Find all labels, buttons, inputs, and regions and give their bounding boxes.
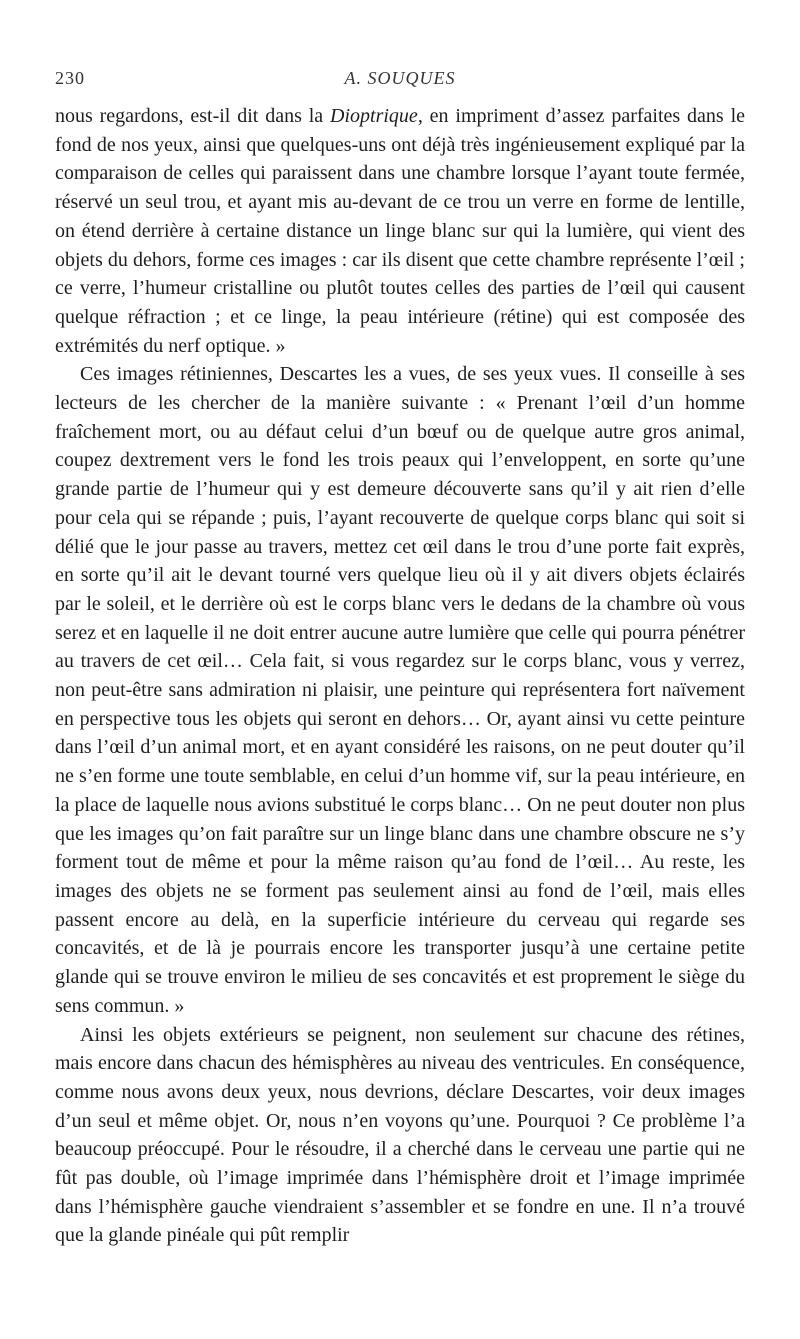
paragraph-1-start: nous regardons, est-il dit dans la	[55, 105, 331, 127]
paragraph-3: Ainsi les objets extérieurs se peignent, non seulement sur chacune des rétines, mais encore dans chacun des hémisphères au niveau des ventricules. En conséquence, comme nous avons deux yeux, nous devrions, déclare Descartes, voir deux images d’un seul et même objet. Or, nous n’en voyons qu’une. Pourquoi ? Ce problème l’a beaucoup préoccupé. Pour le résoudre, il a cherché dans le cerveau une partie qui ne fût pas double, où l’image imprimée dans l’hémisphère droit et l’image imprimée dans l’hémisphère gauche viendraient s’assembler et se fondre en une. Il n’a trouvé que la glande pinéale qui pût remplir	[55, 1023, 745, 1247]
page-header	[55, 68, 745, 94]
body-text	[55, 102, 745, 1250]
paragraph-1-rest: , en impriment d’assez parfaites dans le fond de nos yeux, ainsi que quelques-uns ont déjà très ingénieusement expliqué par la comparaison de celles qui paraissent dans une chambre lorsque l’ayant toute fermée, réservé un seul trou, et ayant mis au-devant de ce trou un verre en forme de lentille, on étend derrière à certaine distance un linge blanc sur qui la lumière, qui vient des objets du dehors, forme ces images : car ils disent que cette chambre représente l’œil ; ce verre, l’humeur cristalline ou plutôt toutes celles des parties de l’œil qui causent quelque réfraction ; et ce linge, la peau intérieure (rétine) qui est composée des extrémités du nerf optique. »	[55, 105, 745, 357]
running-head: A. SOUQUES	[344, 68, 456, 88]
dioptrique-title: Dioptrique	[330, 105, 418, 127]
paragraph-1	[55, 102, 745, 360]
paragraph-2: Ces images rétiniennes, Descartes les a vues, de ses yeux vues. Il conseille à ses lecteurs de les chercher de la manière suivante : « Prenant l’œil d’un homme fraîchement mort, ou au défaut celui d’un bœuf ou de quelque autre gros animal, coupez dextrement vers le fond les trois peaux qui l’enveloppent, en sorte qu’une grande partie de l’humeur qui y est demeure découverte sans qu’il y ait rien d’elle pour cela qui se répande ; puis, l’ayant recouverte de quelque corps blanc qui soit si délié que le jour passe au travers, mettez cet œil dans le trou d’une porte fait exprès, en sorte qu’il ait le devant tourné vers quelque lieu où il y ait divers objets éclairés par le soleil, et le derrière où est le corps blanc vers le dedans de la chambre où vous serez et en laquelle il ne doit entrer aucune autre lumière que celle qui pourra pénétrer au travers de cet œil… Cela fait, si vous regardez sur le corps blanc, vous y verrez, non peut-être sans admiration ni plaisir, une peinture qui représentera fort naïvement en perspective tous les objets qui seront en dehors… Or, ayant ainsi vu cette peinture dans l’œil d’un animal mort, et en ayant considéré les raisons, on ne peut douter qu’il ne s’en forme une toute semblable, en celui d’un homme vif, sur la peau intérieure, en la place de laquelle nous avions substitué le corps blanc… On ne peut douter non plus que les images qu’on fait paraître sur un linge blanc dans une chambre obscure ne s’y forment tout de même et pour la même raison qu’au fond de l’œil… Au reste, les images des objets ne se forment pas seulement ainsi au fond de l’œil, mais elles passent encore au delà, en la superficie intérieure du cerveau qui regarde ses concavités, et de là je pourrais encore les transporter jusqu’à une certaine petite glande qui se trouve environ le milieu de ses concavités et est proprement le siège du sens commun. »	[55, 363, 745, 1017]
page-number: 230	[55, 68, 85, 88]
